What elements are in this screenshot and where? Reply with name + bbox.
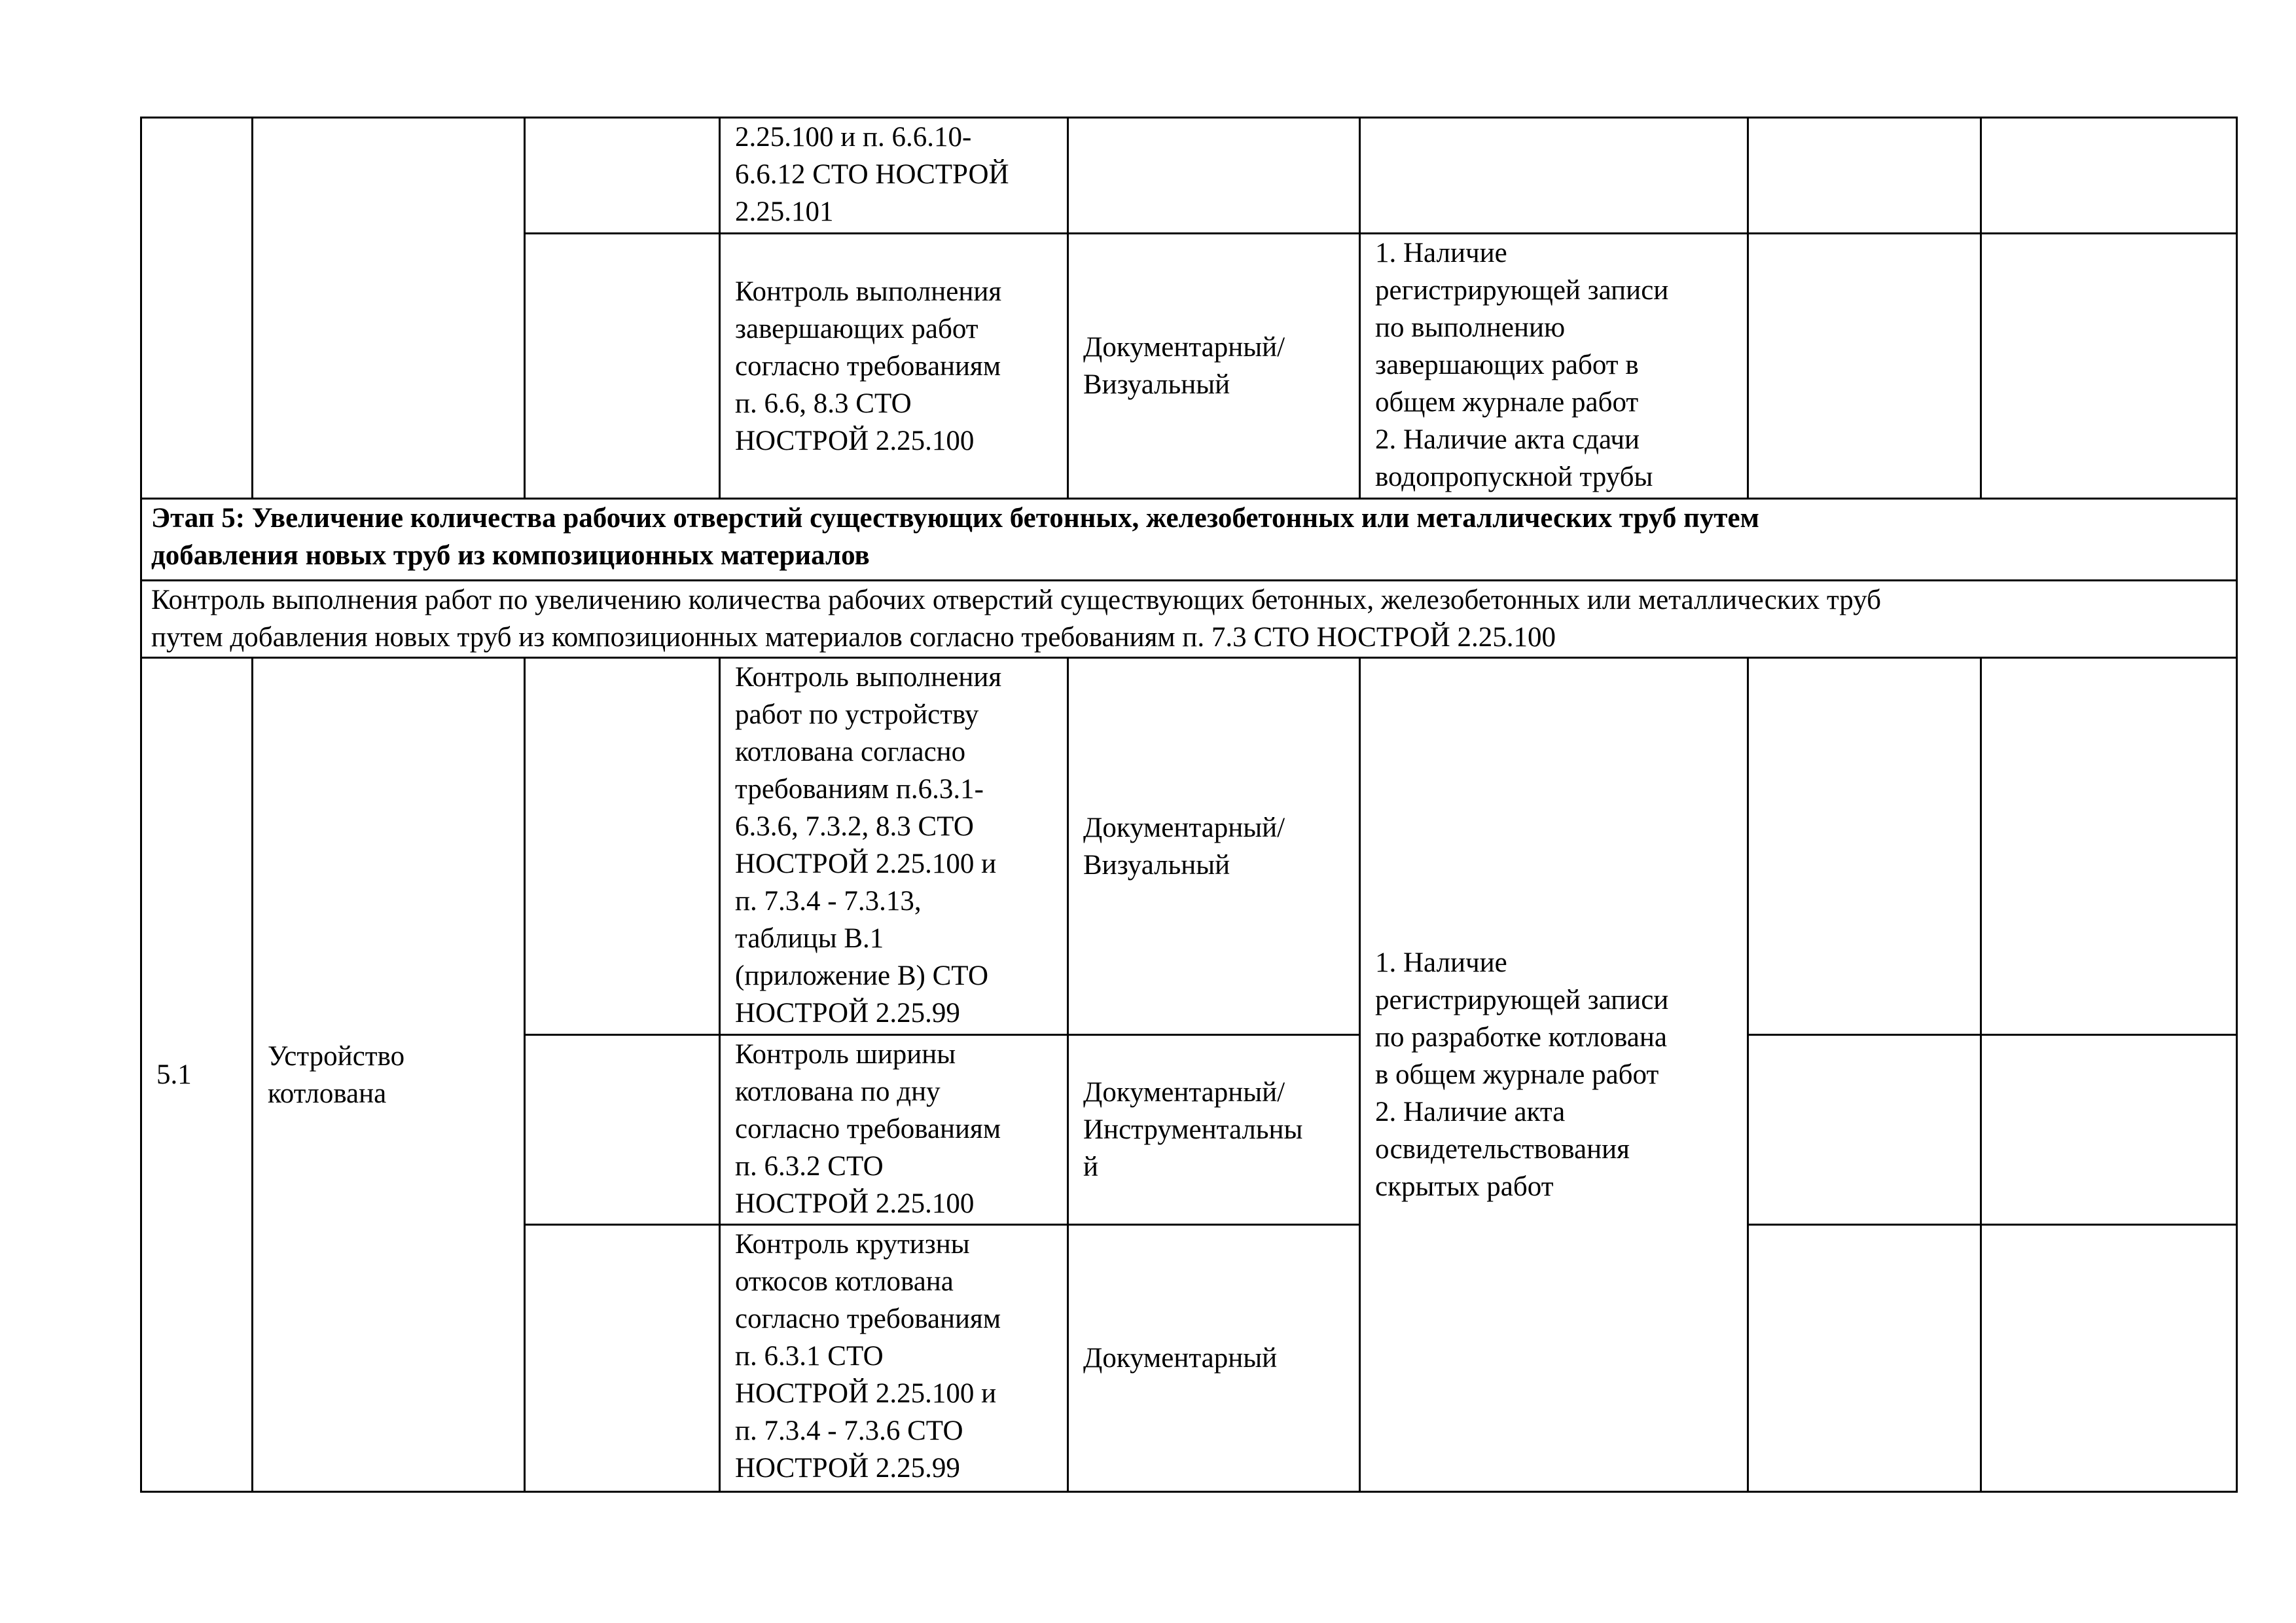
cell-empty xyxy=(1748,1225,1981,1492)
method-text: Документарный/ Визуальный xyxy=(1083,812,1285,881)
cell-item-name xyxy=(253,658,525,1492)
cell-empty xyxy=(525,234,720,499)
cell-empty xyxy=(525,658,720,1035)
stage-5-description: Контроль выполнения работ по увеличению количества рабочих отверстий существующих бетонных, железобетонных или металлических труб путем добавления новых труб из композиционных материалов согласно требованиям п. 7.3 СТО НОСТРОЙ 2.25.100 xyxy=(141,581,2237,658)
cell-empty xyxy=(1748,1035,1981,1225)
cell-empty xyxy=(1981,658,2237,1035)
cell-result xyxy=(1360,234,1748,499)
requirement-text: 2.25.100 и п. 6.6.10- 6.6.12 СТО НОСТРОЙ 2.25.101 xyxy=(735,122,1009,227)
result-text: 1. Наличие регистрирующей записи по выполнению завершающих работ в общем журнале работ 2. Наличие акта сдачи водопропускной трубы xyxy=(1375,238,1669,492)
method-text: Документарный/ Визуальный xyxy=(1083,332,1285,400)
cell-method xyxy=(1068,1035,1360,1225)
cell-requirement xyxy=(720,1035,1068,1225)
cell-method-empty xyxy=(1068,118,1360,234)
cell-requirement xyxy=(720,234,1068,499)
cell-empty xyxy=(1748,118,1981,234)
cell-empty xyxy=(1981,1225,2237,1492)
requirement-text: Контроль крутизны откосов котлована согласно требованиям п. 6.3.1 СТО НОСТРОЙ 2.25.100 и п. 7.3.4 - 7.3.6 СТО НОСТРОЙ 2.25.99 xyxy=(735,1229,1001,1484)
cell-empty xyxy=(525,1035,720,1225)
stage-5-title: Этап 5: Увеличение количества рабочих отверстий существующих бетонных, железобетонных или металлических труб путем добавления новых труб из композиционных материалов xyxy=(141,499,2237,581)
table-row-stage-description xyxy=(141,581,2237,658)
cell-requirement xyxy=(720,1225,1068,1492)
table-row-item-5-1-a xyxy=(141,658,2237,1035)
requirement-text: Контроль выполнения работ по устройству котлована согласно требованиям п.6.3.1- 6.3.6, 7.3.2, 8.3 СТО НОСТРОЙ 2.25.100 и п. 7.3.4 - 7.3.13, таблицы В.1 (приложение В) СТО НОСТРОЙ 2.25.99 xyxy=(735,662,1002,1029)
cell-item-number xyxy=(141,658,253,1492)
control-table xyxy=(140,117,2238,1493)
cell-requirement xyxy=(720,658,1068,1035)
cell-method xyxy=(1068,234,1360,499)
cell-method xyxy=(1068,1225,1360,1492)
result-text: 1. Наличие регистрирующей записи по разработке котлована в общем журнале работ 2. Наличие акта освидетельствования скрытых работ xyxy=(1375,947,1669,1202)
cell-empty xyxy=(525,118,720,234)
method-text: Документарный xyxy=(1083,1343,1278,1374)
cell-method xyxy=(1068,658,1360,1035)
cell-empty xyxy=(1981,234,2237,499)
cell-result-empty xyxy=(1360,118,1748,234)
table-row-continuation xyxy=(141,118,2237,234)
cell-empty xyxy=(1981,1035,2237,1225)
cell-name-empty xyxy=(253,118,525,499)
cell-empty xyxy=(1748,658,1981,1035)
cell-requirement xyxy=(720,118,1068,234)
cell-empty xyxy=(1748,234,1981,499)
cell-empty xyxy=(1981,118,2237,234)
item-number: 5.1 xyxy=(156,1059,192,1090)
table-row-stage-title xyxy=(141,499,2237,581)
cell-empty xyxy=(525,1225,720,1492)
item-name: Устройство котлована xyxy=(268,1040,405,1109)
method-text: Документарный/ Инструментальны й xyxy=(1083,1077,1303,1182)
cell-number-empty xyxy=(141,118,253,499)
requirement-text: Контроль ширины котлована по дну согласно требованиям п. 6.3.2 СТО НОСТРОЙ 2.25.100 xyxy=(735,1039,1001,1219)
cell-result xyxy=(1360,658,1748,1492)
requirement-text: Контроль выполнения завершающих работ согласно требованиям п. 6.6, 8.3 СТО НОСТРОЙ 2.25.100 xyxy=(735,276,1002,456)
